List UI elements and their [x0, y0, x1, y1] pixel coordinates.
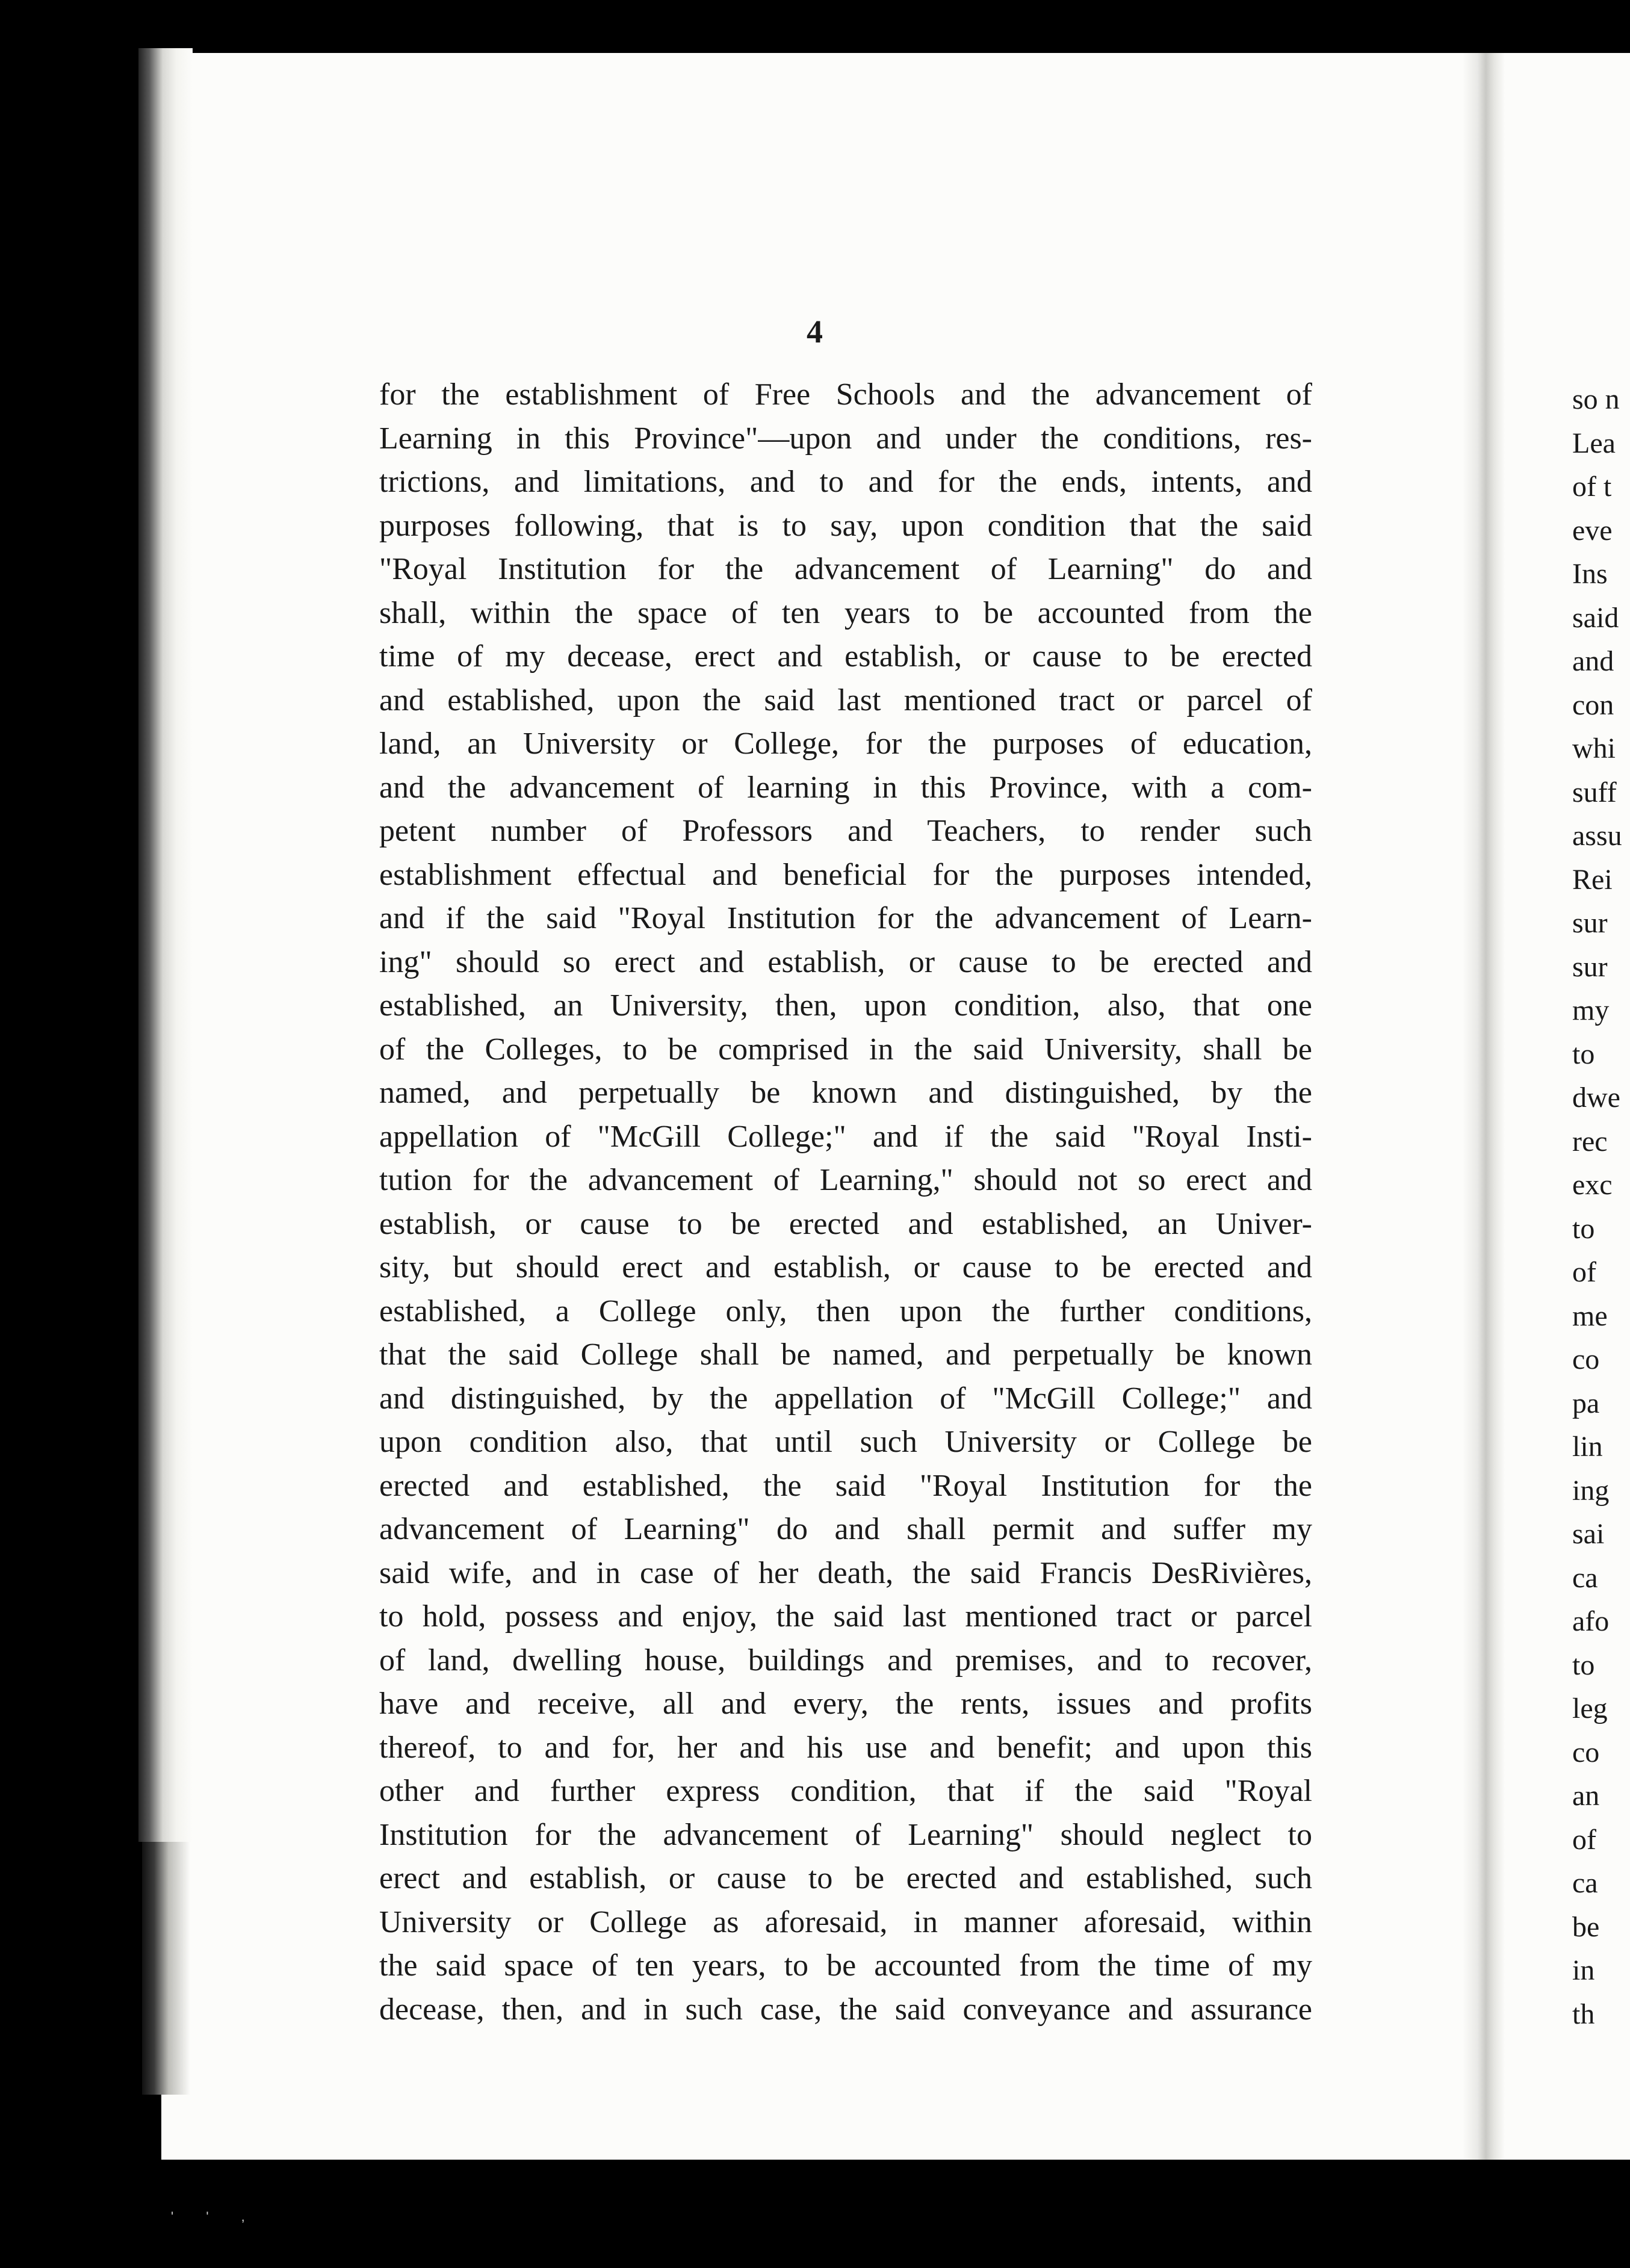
adjacent-page-text — [1572, 378, 1622, 2036]
adjacent-line-fragment: whi — [1572, 733, 1616, 764]
text-line: said wife, and in case of her death, the said Francis DesRivières, — [379, 1555, 1312, 1590]
text-line: erected and established, the said "Royal Institution for the — [379, 1468, 1312, 1503]
adjacent-line-fragment: Rei — [1572, 863, 1613, 896]
adjacent-line-fragment: me — [1572, 1300, 1608, 1332]
adjacent-line-fragment: lin — [1572, 1431, 1603, 1463]
margin-specks: ' ' , — [171, 2209, 259, 2224]
text-line: advancement of Learning" do and shall permit and suffer my — [379, 1512, 1312, 1546]
text-line: tution for the advancement of Learning," should not so erect and — [379, 1163, 1312, 1197]
adjacent-line-fragment: assu — [1572, 820, 1622, 852]
adjacent-line-fragment: of t — [1572, 471, 1612, 503]
text-line: that the said College shall be named, and perpetually be known — [379, 1337, 1312, 1372]
text-line: and established, upon the said last mentioned tract or parcel of — [379, 683, 1312, 717]
adjacent-line-fragment: rec — [1572, 1125, 1608, 1157]
adjacent-line-fragment: con — [1572, 689, 1614, 721]
adjacent-line-fragment: so n — [1572, 383, 1620, 415]
text-line: "Royal Institution for the advancement of Learning" do and — [379, 552, 1312, 586]
adjacent-line-fragment: exc — [1572, 1169, 1613, 1201]
adjacent-line-fragment: said — [1572, 601, 1619, 634]
binding-edge-lower — [142, 1842, 190, 2095]
adjacent-line-fragment: to — [1572, 1649, 1595, 1681]
text-line: establish, or cause to be erected and established, an Univer- — [379, 1206, 1312, 1241]
adjacent-line-fragment: of — [1572, 1823, 1596, 1856]
adjacent-line-fragment: leg — [1572, 1693, 1608, 1724]
adjacent-line-fragment: to — [1572, 1038, 1595, 1070]
adjacent-line-fragment: afo — [1572, 1605, 1610, 1637]
page-number: 4 — [807, 314, 823, 350]
adjacent-line-fragment: Lea — [1572, 427, 1616, 459]
page-gutter — [1463, 53, 1505, 2160]
text-line: to hold, possess and enjoy, the said last mentioned tract or parcel — [379, 1599, 1312, 1634]
text-line: for the establishment of Free Schools and the advancement of — [379, 377, 1312, 412]
text-line: established, a College only, then upon the further conditions, — [379, 1294, 1312, 1328]
adjacent-line-fragment: be — [1572, 1910, 1600, 1943]
adjacent-line-fragment: Ins — [1572, 558, 1608, 590]
text-line: and distinguished, by the appellation of "McGill College;" and — [379, 1381, 1312, 1416]
adjacent-line-fragment: ca — [1572, 1867, 1598, 1899]
text-line: petent number of Professors and Teachers, to render such — [379, 814, 1312, 848]
adjacent-line-fragment: co — [1572, 1343, 1600, 1375]
text-line: shall, within the space of ten years to be accounted from the — [379, 595, 1312, 630]
adjacent-line-fragment: to — [1572, 1212, 1595, 1245]
adjacent-line-fragment: sai — [1572, 1518, 1605, 1550]
text-line: other and further express condition, that if the said "Royal — [379, 1774, 1312, 1808]
text-line: thereof, to and for, her and his use and benefit; and upon this — [379, 1730, 1312, 1765]
adjacent-line-fragment: sur — [1572, 907, 1608, 939]
text-line: establishment effectual and beneficial for the purposes intended, — [379, 857, 1312, 892]
adjacent-line-fragment: of — [1572, 1256, 1596, 1288]
text-line: upon condition also, that until such University or College be — [379, 1425, 1312, 1459]
text-line: land, an University or College, for the purposes of education, — [379, 727, 1312, 761]
text-line: named, and perpetually be known and distinguished, by the — [379, 1076, 1312, 1110]
text-line: appellation of "McGill College;" and if the said "Royal Insti- — [379, 1119, 1312, 1154]
text-line: decease, then, and in such case, the said conveyance and assurance — [379, 1992, 1312, 2027]
text-line: the said space of ten years, to be accounted from the time of my — [379, 1948, 1312, 1983]
text-line: sity, but should erect and establish, or cause to be erected and — [379, 1250, 1312, 1284]
adjacent-line-fragment: my — [1572, 994, 1610, 1026]
text-line: have and receive, all and every, the rents, issues and profits — [379, 1687, 1312, 1721]
adjacent-line-fragment: ing — [1572, 1474, 1610, 1507]
adjacent-line-fragment: in — [1572, 1954, 1595, 1986]
adjacent-line-fragment: eve — [1572, 514, 1613, 547]
text-line: and if the said "Royal Institution for the advancement of Learn- — [379, 901, 1312, 935]
binding-edge — [138, 48, 193, 1842]
adjacent-line-fragment: co — [1572, 1736, 1600, 1768]
text-line: and the advancement of learning in this Province, with a com- — [379, 770, 1312, 805]
text-line: ing" should so erect and establish, or cause to be erected and — [379, 944, 1312, 979]
adjacent-line-fragment: and — [1572, 645, 1614, 677]
text-line: University or College as aforesaid, in manner aforesaid, within — [379, 1904, 1312, 1939]
adjacent-line-fragment: pa — [1572, 1387, 1600, 1419]
adjacent-line-fragment: ca — [1572, 1561, 1598, 1594]
text-line: Learning in this Province"—upon and under the conditions, res- — [379, 421, 1312, 456]
adjacent-line-fragment: dwe — [1572, 1082, 1620, 1114]
adjacent-line-fragment: an — [1572, 1780, 1600, 1812]
text-line: of land, dwelling house, buildings and premises, and to recover, — [379, 1643, 1312, 1678]
adjacent-line-fragment: sur — [1572, 950, 1608, 983]
text-line: time of my decease, erect and establish, or cause to be erected — [379, 639, 1312, 674]
adjacent-line-fragment: th — [1572, 1998, 1595, 2030]
text-line: erect and establish, or cause to be erected and established, such — [379, 1861, 1312, 1895]
text-line: purposes following, that is to say, upon condition that the said — [379, 508, 1312, 543]
body-text — [379, 373, 1312, 2031]
text-line: of the Colleges, to be comprised in the said University, shall be — [379, 1032, 1312, 1067]
text-line: trictions, and limitations, and to and for the ends, intents, and — [379, 465, 1312, 499]
adjacent-line-fragment: suff — [1572, 776, 1617, 808]
text-line: established, an University, then, upon condition, also, that one — [379, 988, 1312, 1023]
text-line: Institution for the advancement of Learning" should neglect to — [379, 1817, 1312, 1852]
